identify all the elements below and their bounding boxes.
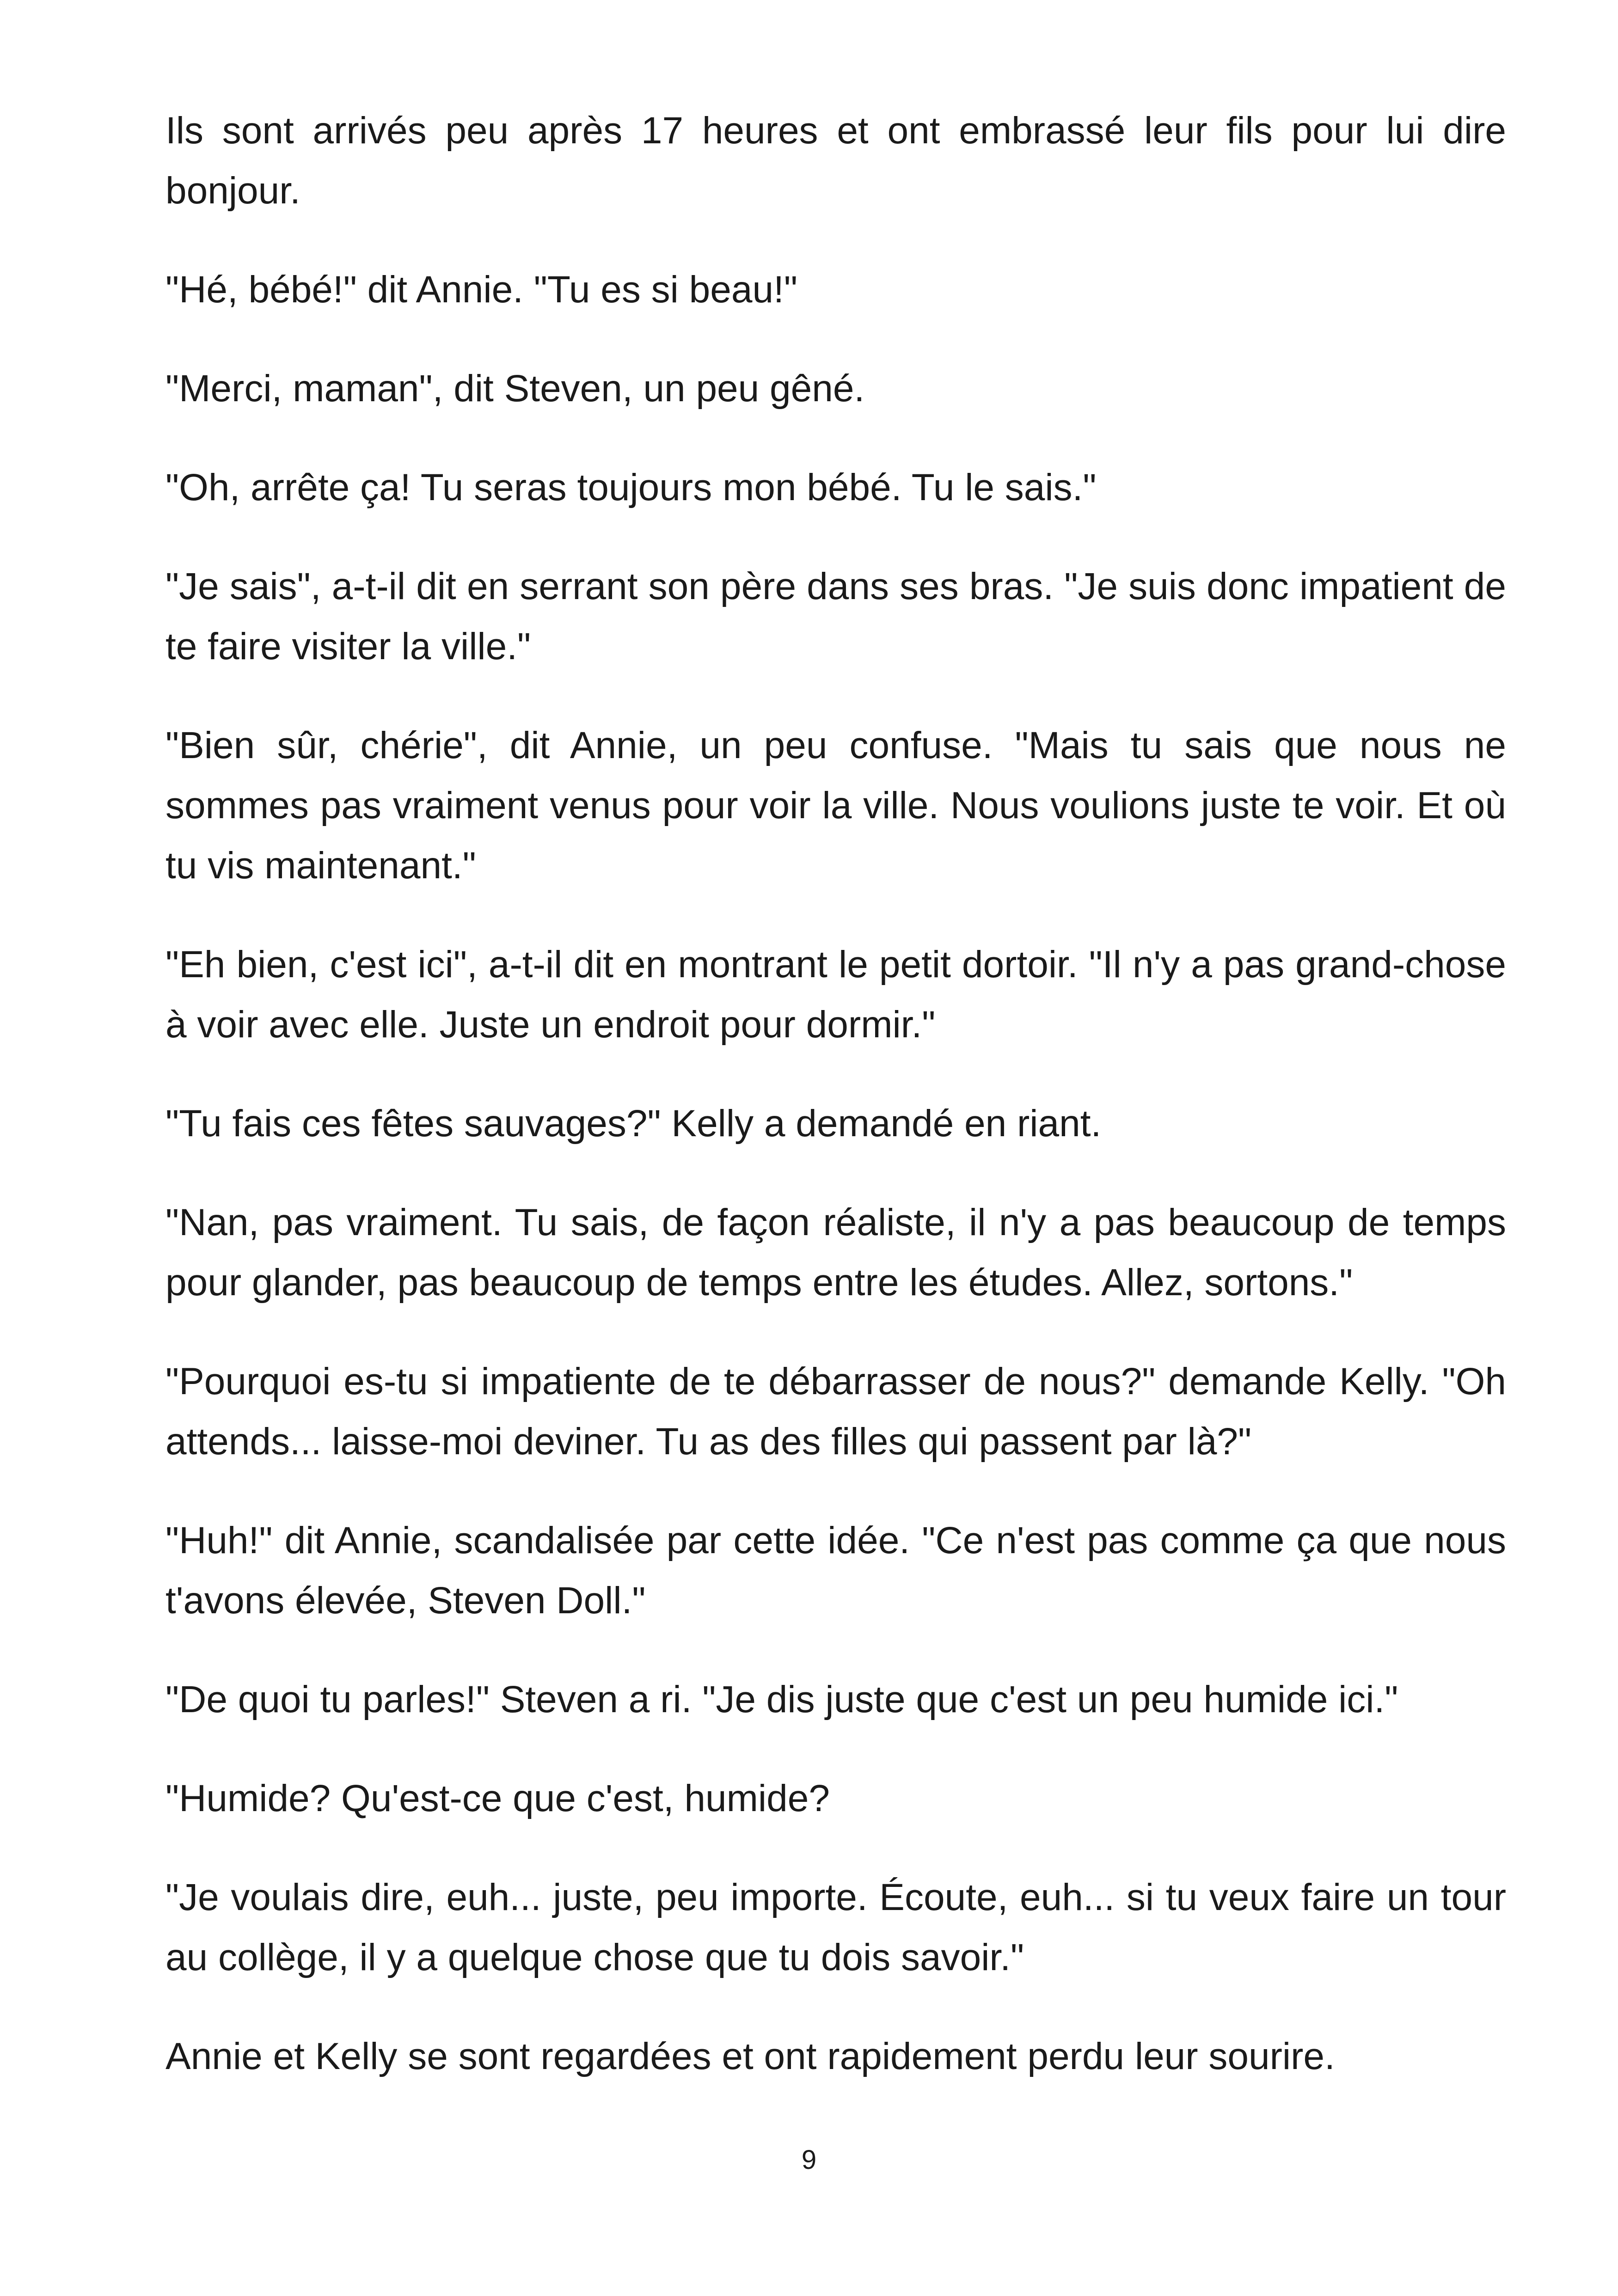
paragraph: "Eh bien, c'est ici", a-t-il dit en montrant le petit dortoir. "Il n'y a pas grand-chose à voir avec elle. Juste un endroit pour dormir." bbox=[165, 943, 1506, 1046]
body-text bbox=[165, 101, 1506, 2087]
paragraph: "Oh, arrête ça! Tu seras toujours mon bébé. Tu le sais." bbox=[165, 466, 1097, 508]
paragraph: "Pourquoi es-tu si impatiente de te débarrasser de nous?" demande Kelly. "Oh attends... laisse-moi deviner. Tu as des filles qui passent par là?" bbox=[165, 1360, 1506, 1463]
paragraph: "Tu fais ces fêtes sauvages?" Kelly a demandé en riant. bbox=[165, 1102, 1102, 1145]
paragraph: Ils sont arrivés peu après 17 heures et ont embrassé leur fils pour lui dire bonjour. bbox=[165, 110, 1506, 212]
paragraph: Annie et Kelly se sont regardées et ont rapidement perdu leur sourire. bbox=[165, 2035, 1335, 2077]
paragraph: "Merci, maman", dit Steven, un peu gêné. bbox=[165, 367, 865, 410]
paragraph: "Bien sûr, chérie", dit Annie, un peu confuse. "Mais tu sais que nous ne sommes pas vraiment venus pour voir la ville. Nous voulions juste te voir. Et où tu vis maintenant." bbox=[165, 724, 1506, 887]
paragraph: "Je sais", a-t-il dit en serrant son père dans ses bras. "Je suis donc impatient de te faire visiter la ville." bbox=[165, 565, 1506, 667]
paragraph: "Hé, bébé!" dit Annie. "Tu es si beau!" bbox=[165, 269, 797, 311]
paragraph: "Nan, pas vraiment. Tu sais, de façon réaliste, il n'y a pas beaucoup de temps pour glander, pas beaucoup de temps entre les études. Allez, sortons." bbox=[165, 1201, 1506, 1304]
paragraph: "Huh!" dit Annie, scandalisée par cette idée. "Ce n'est pas comme ça que nous t'avons élevée, Steven Doll." bbox=[165, 1519, 1506, 1622]
paragraph: "Je voulais dire, euh... juste, peu importe. Écoute, euh... si tu veux faire un tour au collège, il y a quelque chose que tu dois savoir." bbox=[165, 1876, 1506, 1978]
page-number: 9 bbox=[801, 2145, 817, 2175]
paragraph: "Humide? Qu'est-ce que c'est, humide? bbox=[165, 1777, 830, 1819]
paragraph: "De quoi tu parles!" Steven a ri. "Je dis juste que c'est un peu humide ici." bbox=[165, 1678, 1398, 1720]
